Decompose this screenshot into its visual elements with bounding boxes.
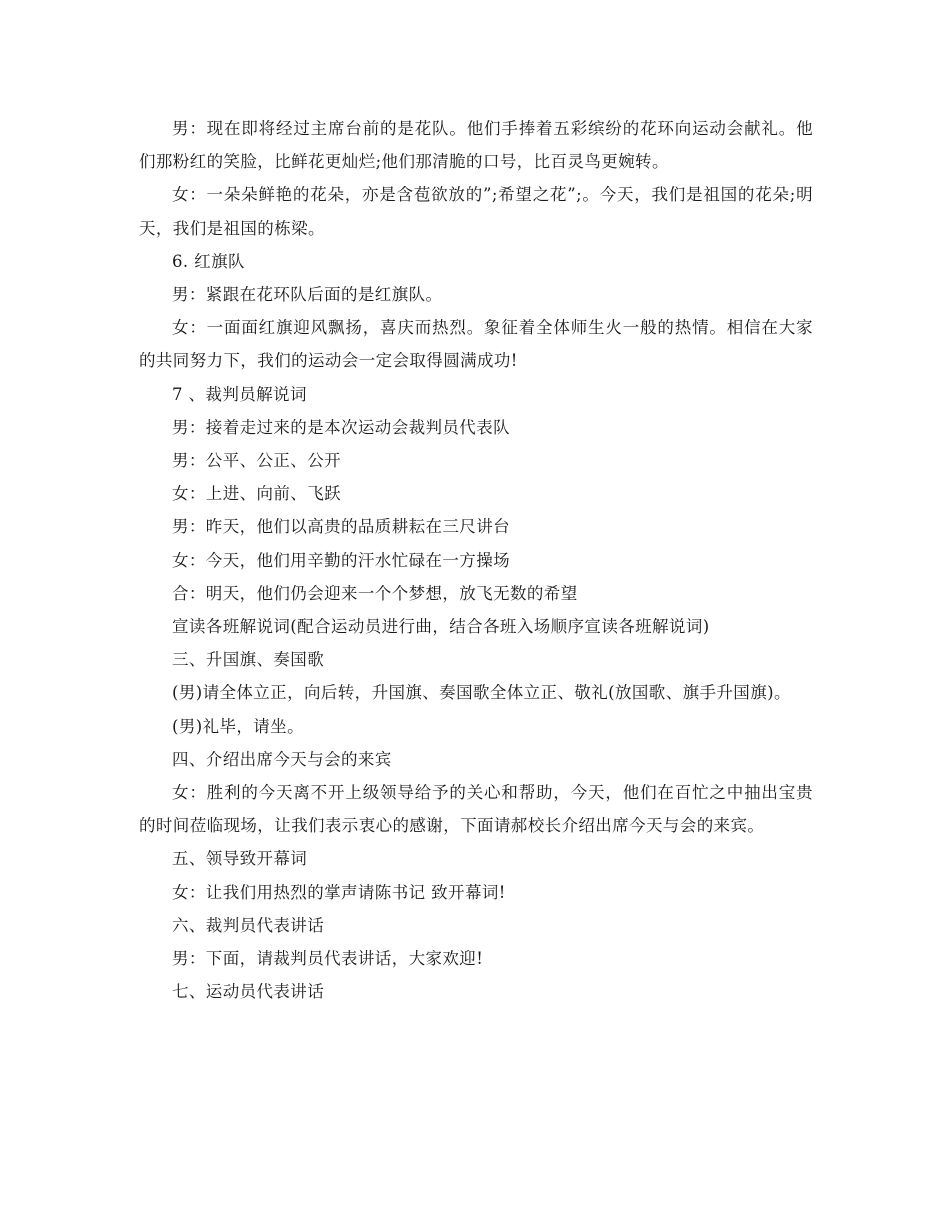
paragraph-referee-intro: 男：接着走过来的是本次运动会裁判员代表队 [172,417,510,437]
heading-opening-speech: 五、领导致开幕词 [172,849,308,869]
paragraph-referee-line-4: 女：今天，他们用辛勤的汗水忙碌在一方操场 [172,550,510,570]
heading-referee-speech: 六、裁判员代表讲话 [172,915,325,935]
paragraph-referee-line-5: 合：明天，他们仍会迎来一个个梦想，放飞无数的希望 [172,583,578,603]
paragraph-flower-team-female: 女：一朵朵鲜艳的花朵，亦是含苞欲放的”;希望之花”;。今天，我们是祖国的花朵;明天，我们是祖国的栋梁。 [139,185,813,238]
paragraph-red-flag-male: 男：紧跟在花环队后面的是红旗队。 [172,285,443,305]
paragraph-referee-line-1: 男：公平、公正、公开 [172,451,341,471]
paragraph-referee-speech: 男：下面，请裁判员代表讲话，大家欢迎! [172,949,484,969]
heading-flag-raising: 三、升国旗、奏国歌 [172,650,325,670]
paragraph-flag-raising-instruction: (男)请全体立正，向后转，升国旗、奏国歌全体立正、敬礼(放国歌、旗手升国旗)。 [172,683,791,703]
heading-athlete-speech: 七、运动员代表讲话 [172,982,325,1002]
paragraph-referee-line-2: 女：上进、向前、飞跃 [172,484,341,504]
heading-introduce-guests: 四、介绍出席今天与会的来宾 [172,749,392,769]
paragraph-introduce-guests: 女：胜利的今天离不开上级领导给予的关心和帮助，今天，他们在百忙之中抽出宝贵的时间莅临现场，让我们表示衷心的感谢，下面请郝校长介绍出席今天与会的来宾。 [139,783,813,836]
paragraph-be-seated: (男)礼毕，请坐。 [172,716,304,736]
paragraph-opening-speech: 女：让我们用热烈的掌声请陈书记 致开幕词! [172,882,506,902]
document-page [139,112,813,1008]
paragraph-class-commentary: 宣读各班解说词(配合运动员进行曲，结合各班入场顺序宣读各班解说词) [172,617,710,637]
paragraph-red-flag-female: 女：一面面红旗迎风飘扬，喜庆而热烈。象征着全体师生火一般的热情。相信在大家的共同努力下，我们的运动会一定会取得圆满成功! [139,318,813,371]
heading-red-flag-team: 6. 红旗队 [172,251,245,271]
paragraph-flower-team-male: 男：现在即将经过主席台前的是花队。他们手捧着五彩缤纷的花环向运动会献礼。他们那粉红的笑脸，比鲜花更灿烂;他们那清脆的口号，比百灵鸟更婉转。 [139,119,813,172]
paragraph-referee-line-3: 男：昨天，他们以高贵的品质耕耘在三尺讲台 [172,517,510,537]
heading-referee-commentary: 7 、裁判员解说词 [172,384,307,404]
